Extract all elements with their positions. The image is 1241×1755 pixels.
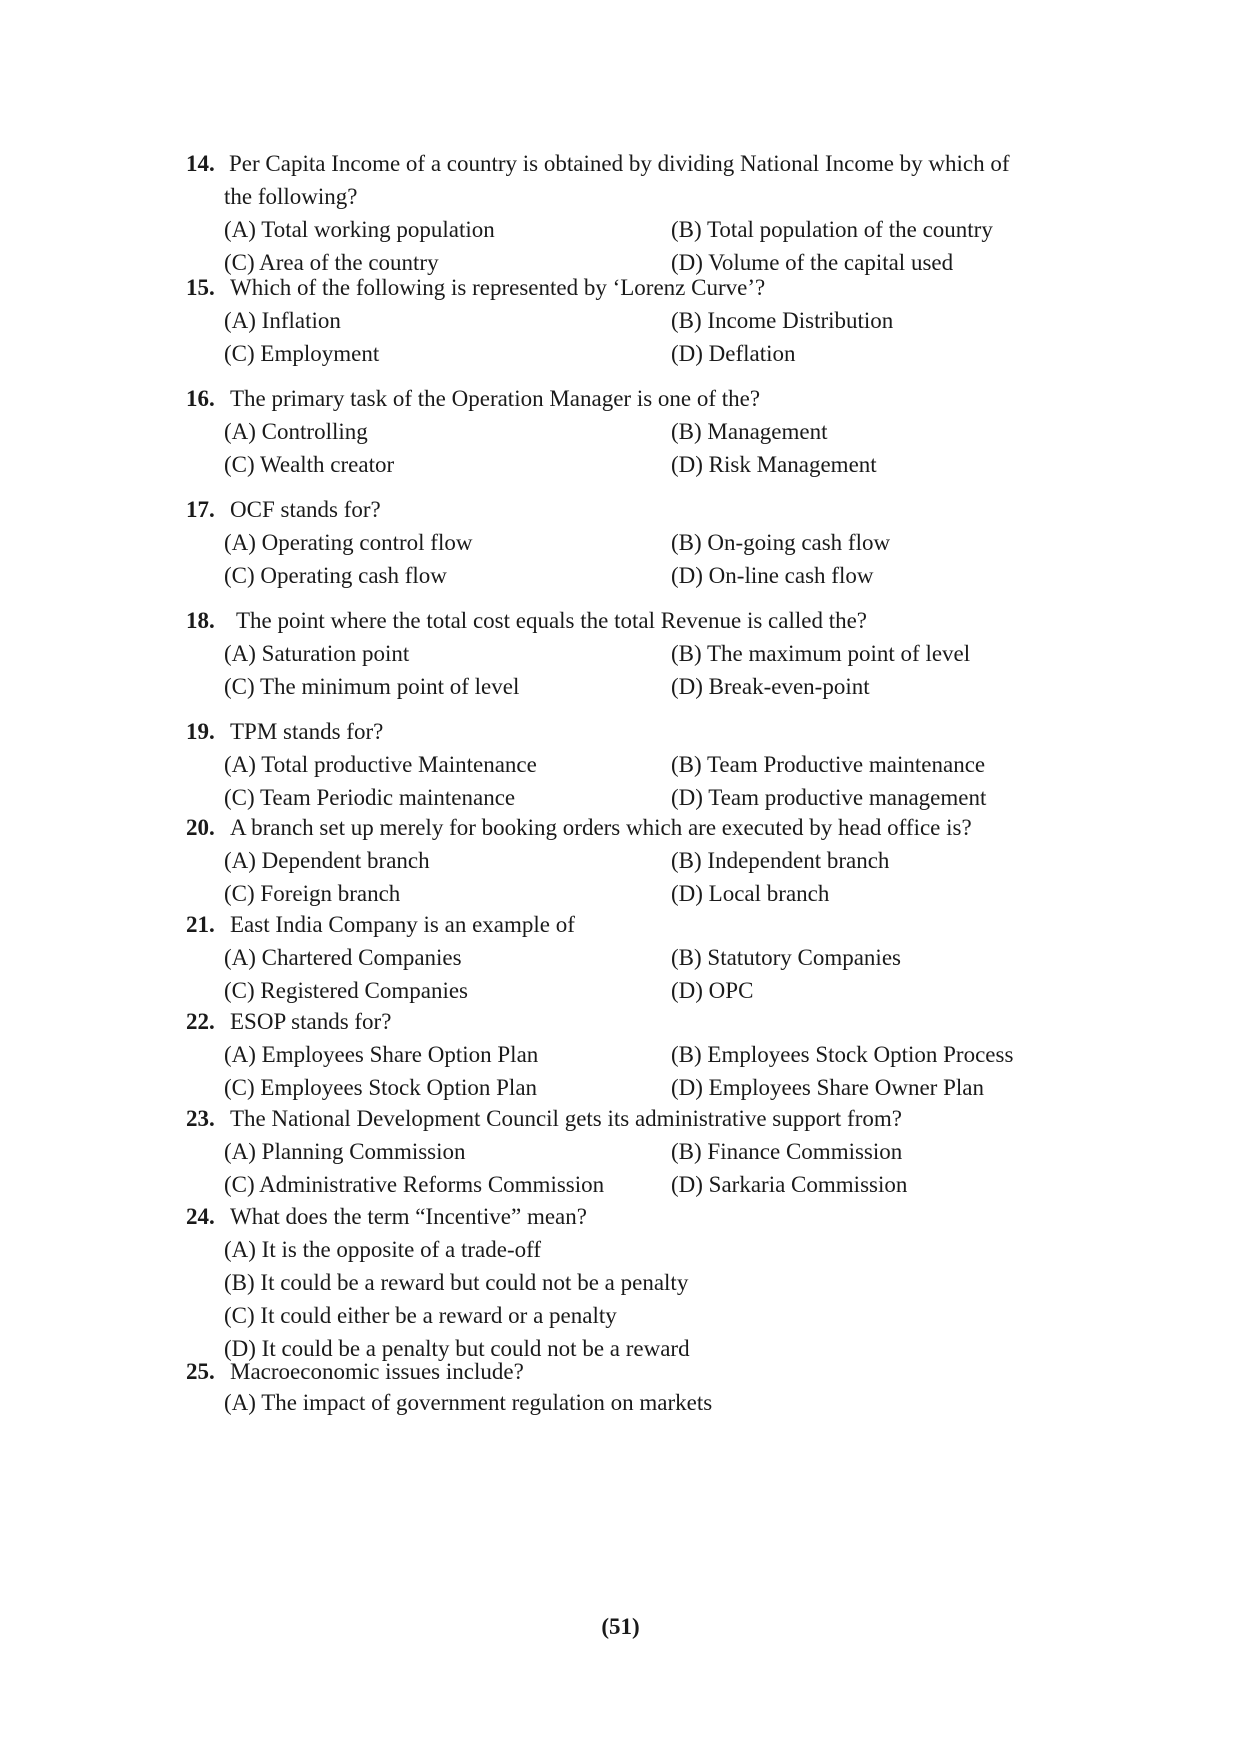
option-d: (D) Employees Share Owner Plan <box>671 1075 984 1100</box>
option-d: (D) On-line cash flow <box>671 563 874 588</box>
question-25 <box>186 1357 1106 1419</box>
option-d: (D) OPC <box>671 978 754 1003</box>
option-b: (B) On-going cash flow <box>671 530 891 555</box>
question-number: 19. <box>186 719 215 744</box>
option-a: (A) It is the opposite of a trade-off <box>224 1237 542 1262</box>
option-d: (D) It could be a penalty but could not be a reward <box>224 1336 690 1361</box>
question-15 <box>186 271 1106 370</box>
question-16 <box>186 382 1106 481</box>
option-b: (B) Independent branch <box>671 848 890 873</box>
option-c: (C) Registered Companies <box>224 978 469 1003</box>
question-text: The point where the total cost equals the total Revenue is called the? <box>236 608 868 633</box>
question-number: 25. <box>186 1359 215 1384</box>
question-number: 15. <box>186 275 215 300</box>
question-19 <box>186 715 1106 814</box>
option-b: (B) Total population of the country <box>671 217 993 242</box>
option-b: (B) Employees Stock Option Process <box>671 1042 1014 1067</box>
option-b: (B) The maximum point of level <box>671 641 971 666</box>
question-18 <box>186 604 1106 703</box>
question-text: Which of the following is represented by ‘Lorenz Curve’? <box>230 275 766 300</box>
question-text: A branch set up merely for booking orders which are executed by head office is? <box>230 815 972 840</box>
question-number: 23. <box>186 1106 215 1131</box>
question-number: 17. <box>186 497 215 522</box>
option-a: (A) Operating control flow <box>224 530 473 555</box>
question-17 <box>186 493 1106 592</box>
option-d: (D) Volume of the capital used <box>671 250 954 275</box>
option-c: (C) Area of the country <box>224 250 439 275</box>
question-text: ESOP stands for? <box>230 1009 392 1034</box>
option-a: (A) Chartered Companies <box>224 945 462 970</box>
option-a: (A) The impact of government regulation on markets <box>224 1390 713 1415</box>
option-c: (C) Wealth creator <box>224 452 395 477</box>
option-c: (C) The minimum point of level <box>224 674 520 699</box>
option-b: (B) Statutory Companies <box>671 945 901 970</box>
question-number: 14. <box>186 151 215 176</box>
option-c: (C) It could either be a reward or a penalty <box>224 1303 617 1328</box>
option-a: (A) Planning Commission <box>224 1139 466 1164</box>
option-b: (B) It could be a reward but could not be a penalty <box>224 1270 689 1295</box>
question-text: OCF stands for? <box>230 497 381 522</box>
option-a: (A) Inflation <box>224 308 341 333</box>
option-b: (B) Team Productive maintenance <box>671 752 986 777</box>
question-text: East India Company is an example of <box>230 912 575 937</box>
option-c: (C) Foreign branch <box>224 881 401 906</box>
question-text-line-1: Per Capita Income of a country is obtained by dividing National Income by which of <box>229 151 1010 176</box>
question-text: Macroeconomic issues include? <box>230 1359 524 1384</box>
option-a: (A) Saturation point <box>224 641 410 666</box>
option-a: (A) Dependent branch <box>224 848 430 873</box>
option-c: (C) Employees Stock Option Plan <box>224 1075 538 1100</box>
option-c: (C) Team Periodic maintenance <box>224 785 516 810</box>
option-a: (A) Total working population <box>224 217 495 242</box>
option-a: (A) Controlling <box>224 419 368 444</box>
question-text-line-2: the following? <box>224 184 358 209</box>
option-d: (D) Deflation <box>671 341 796 366</box>
option-b: (B) Income Distribution <box>671 308 894 333</box>
option-a: (A) Employees Share Option Plan <box>224 1042 539 1067</box>
option-d: (D) Local branch <box>671 881 830 906</box>
question-number: 24. <box>186 1204 215 1229</box>
question-text: TPM stands for? <box>230 719 384 744</box>
question-number: 22. <box>186 1009 215 1034</box>
question-number: 21. <box>186 912 215 937</box>
option-d: (D) Team productive management <box>671 785 987 810</box>
question-text: The National Development Council gets its administrative support from? <box>230 1106 902 1131</box>
question-text: The primary task of the Operation Manager is one of the? <box>230 386 761 411</box>
option-b: (B) Management <box>671 419 828 444</box>
question-21 <box>186 908 1106 1007</box>
question-number: 20. <box>186 815 215 840</box>
question-number: 16. <box>186 386 215 411</box>
option-b: (B) Finance Commission <box>671 1139 903 1164</box>
question-20 <box>186 811 1106 910</box>
question-23 <box>186 1102 1106 1201</box>
option-c: (C) Operating cash flow <box>224 563 447 588</box>
question-number: 18. <box>186 608 215 633</box>
option-c: (C) Employment <box>224 341 380 366</box>
question-22 <box>186 1005 1106 1104</box>
question-text: What does the term “Incentive” mean? <box>230 1204 587 1229</box>
option-d: (D) Risk Management <box>671 452 877 477</box>
option-d: (D) Break-even-point <box>671 674 870 699</box>
option-d: (D) Sarkaria Commission <box>671 1172 908 1197</box>
question-24 <box>186 1200 1106 1365</box>
option-c: (C) Administrative Reforms Commission <box>224 1172 605 1197</box>
page-number: (51) <box>601 1614 640 1639</box>
option-a: (A) Total productive Maintenance <box>224 752 537 777</box>
question-14 <box>186 147 1106 279</box>
